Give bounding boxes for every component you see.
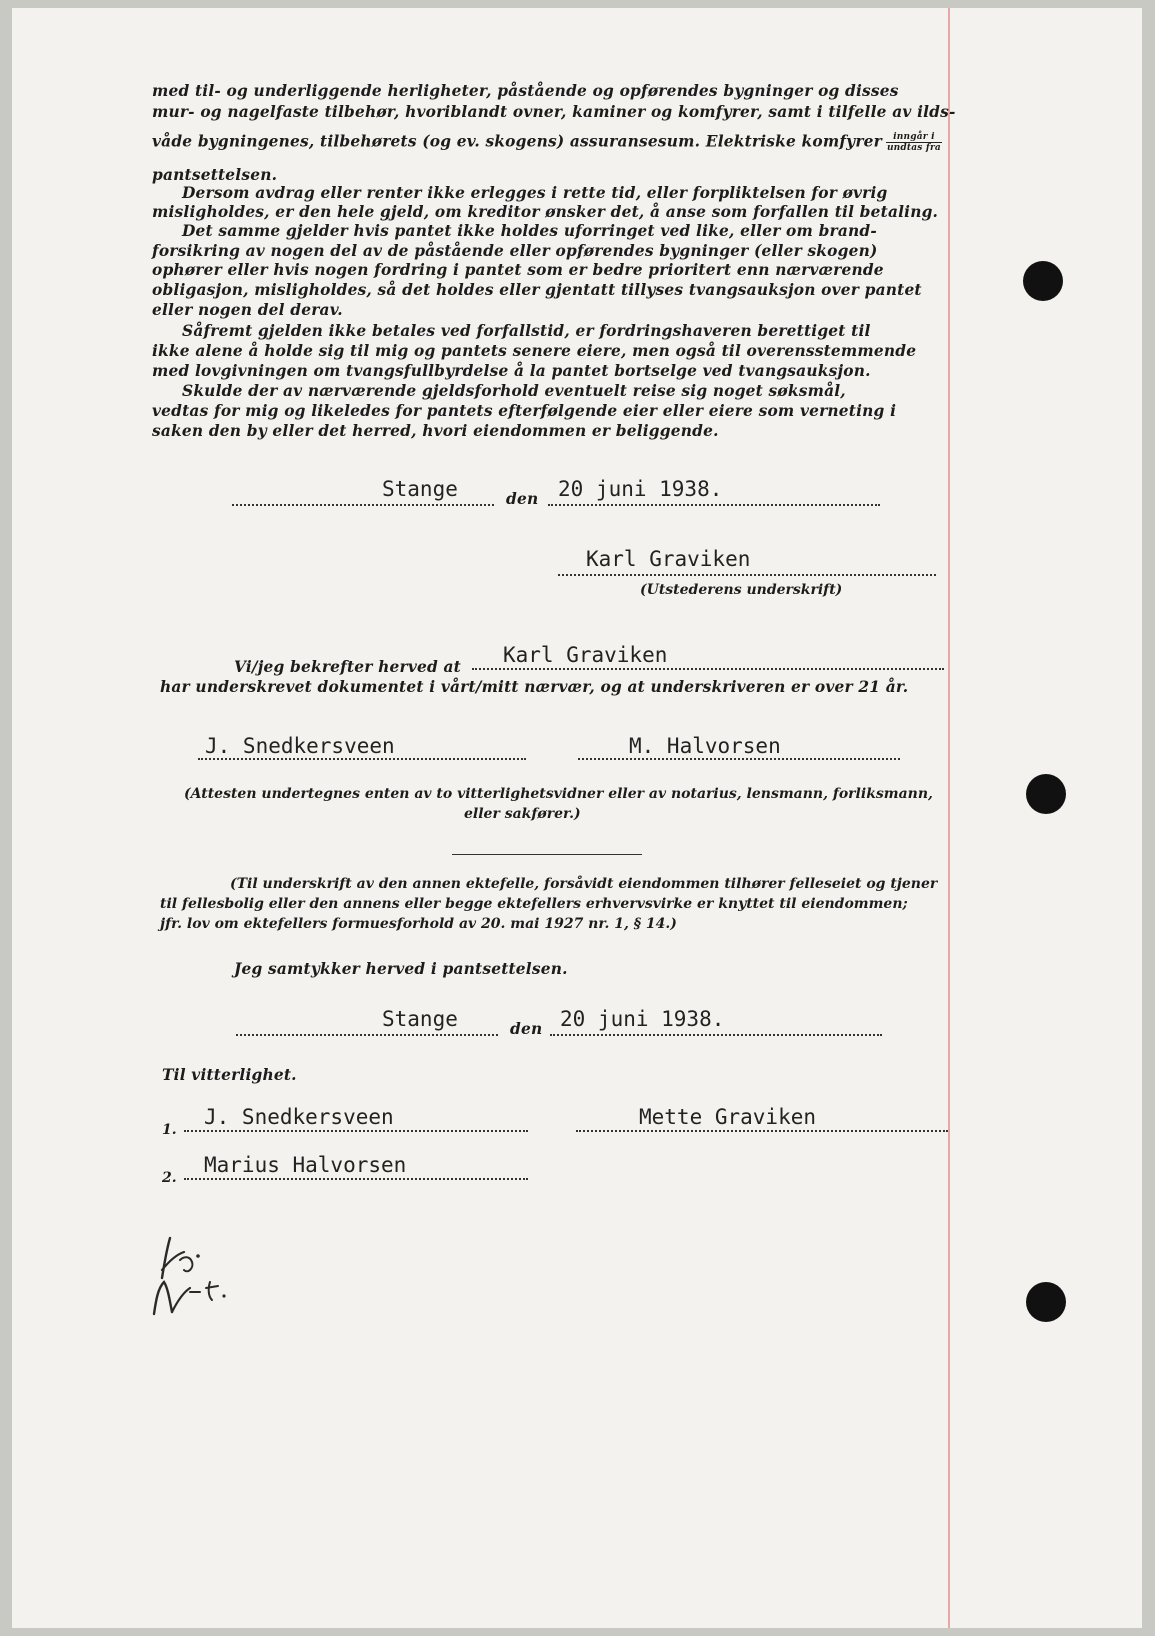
witness-heading: Til vitterlighet.	[162, 1066, 297, 1084]
body-line-4: pantsettelsen.	[152, 166, 278, 184]
attestation-prefix: Vi/jeg bekrefter herved at	[234, 658, 461, 676]
document-page	[12, 8, 1142, 1628]
handwritten-initials	[140, 1230, 250, 1320]
place-1: Stange	[382, 477, 458, 501]
body-line-3-text: våde bygningenes, tilbehørets (og ev. skogens) assuransesum. Elektriske komfyrer	[152, 132, 882, 151]
witness-number-1: 1.	[162, 1122, 177, 1138]
place-2: Stange	[382, 1007, 458, 1031]
date-2: 20 juni 1938.	[560, 1007, 725, 1031]
body-line-1: med til- og underliggende herligheter, påstående og opførendes bygninger og disses	[152, 82, 899, 100]
spouse-witness1-dotted-line	[184, 1130, 528, 1132]
spouse-witness-2: Marius Halvorsen	[204, 1153, 407, 1177]
issuer-signature: Karl Graviken	[586, 547, 751, 571]
spouse-signature: Mette Graviken	[639, 1105, 817, 1129]
spouse-witness2-dotted-line	[184, 1178, 528, 1180]
body-line-15: Skulde der av nærværende gjeldsforhold eventuelt reise sig noget søksmål,	[182, 382, 846, 400]
spouse-witness-1: J. Snedkersveen	[204, 1105, 394, 1129]
den-label-1: den	[506, 490, 539, 508]
body-line-2: mur- og nagelfaste tilbehør, hvoriblandt ovner, kaminer og komfyrer, samt i tilfelle av ilds-	[152, 103, 956, 121]
date-dotted-line-2	[550, 1034, 882, 1036]
witness2-dotted-line	[578, 758, 900, 760]
attestation-line-2: har underskrevet dokumentet i vårt/mitt nærvær, og at underskriveren er over 21 år.	[160, 678, 909, 696]
date-1: 20 juni 1938.	[558, 477, 723, 501]
fraction-bottom: undtas fra	[886, 143, 941, 153]
spouse-note-3: jfr. lov om ektefellers formuesforhold av 20. mai 1927 nr. 1, § 14.)	[160, 916, 677, 932]
body-line-5: Dersom avdrag eller renter ikke erlegges i rette tid, eller forpliktelsen for øvrig	[182, 184, 888, 202]
body-line-11: eller nogen del derav.	[152, 301, 343, 319]
body-line-7: Det samme gjelder hvis pantet ikke holdes uforringet ved like, eller om brand-	[182, 222, 877, 240]
attestation-dotted-line	[472, 668, 944, 670]
punch-hole-middle	[1026, 774, 1066, 814]
punch-hole-bottom	[1026, 1282, 1066, 1322]
witness-number-2: 2.	[162, 1170, 177, 1186]
body-line-10: obligasjon, misligholdes, så det holdes eller gjentatt tillyses tvangsauksjon over pantet	[152, 281, 922, 299]
attestation-name: Karl Graviken	[503, 643, 668, 667]
punch-hole-top	[1023, 261, 1063, 301]
attestation-witness-1: J. Snedkersveen	[205, 734, 395, 758]
body-line-13: ikke alene å holde sig til mig og pantets senere eiere, men også til overensstemmende	[152, 342, 917, 360]
spouse-signer-dotted-line	[576, 1130, 948, 1132]
spouse-note-1: (Til underskrift av den annen ektefelle, forsåvidt eiendommen tilhører felleseiet og tjener	[230, 876, 938, 892]
body-line-16: vedtas for mig og likeledes for pantets efterfølgende eier eller eiere som verneting i	[152, 402, 897, 420]
body-line-12: Såfremt gjelden ikke betales ved forfallstid, er fordringshaveren berettiget til	[182, 322, 871, 340]
spouse-note-2: til fellesbolig eller den annens eller begge ektefellers erhvervsvirke er knyttet til eiendommen;	[160, 896, 908, 912]
body-line-14: med lovgivningen om tvangsfullbyrdelse å la pantet bortselge ved tvangsauksjon.	[152, 362, 871, 380]
den-label-2: den	[510, 1020, 543, 1038]
fraction-top: inngår i	[886, 132, 942, 143]
body-line-9: ophører eller hvis nogen fordring i pantet som er bedre prioritert enn nærværende	[152, 261, 884, 279]
date-dotted-line-1	[548, 504, 880, 506]
attestation-note-1: (Attesten undertegnes enten av to vitterlighetsvidner eller av notarius, lensmann, forliksmann,	[184, 786, 933, 802]
insert-fraction	[886, 132, 942, 153]
attestation-note-2: eller sakfører.)	[464, 806, 581, 822]
consent-line: Jeg samtykker herved i pantsettelsen.	[234, 960, 568, 978]
section-divider	[452, 854, 642, 855]
red-margin-line	[948, 8, 950, 1628]
witness1-dotted-line	[198, 758, 526, 760]
body-line-6: misligholdes, er den hele gjeld, om kreditor ønsker det, å anse som forfallen til betaling.	[152, 203, 939, 221]
body-line-8: forsikring av nogen del av de påstående eller opførendes bygninger (eller skogen)	[152, 242, 878, 260]
place-dotted-line-1	[232, 504, 494, 506]
body-line-17: saken den by eller det herred, hvori eiendommen er beliggende.	[152, 422, 719, 440]
attestation-witness-2: M. Halvorsen	[629, 734, 781, 758]
body-line-3	[152, 132, 942, 153]
issuer-caption: (Utstederens underskrift)	[640, 582, 843, 598]
place-dotted-line-2	[236, 1034, 498, 1036]
issuer-dotted-line	[558, 574, 936, 576]
